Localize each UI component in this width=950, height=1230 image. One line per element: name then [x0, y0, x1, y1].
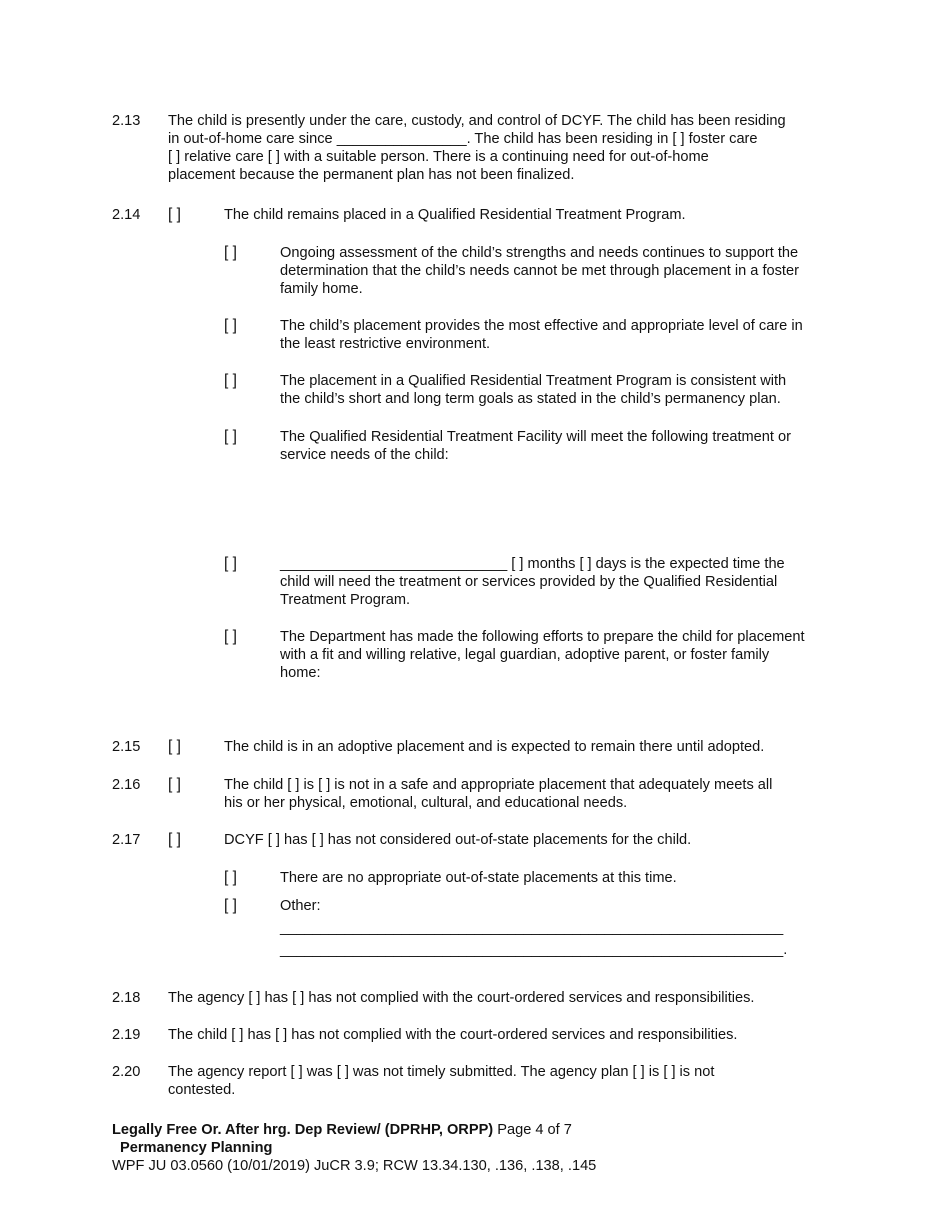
checkbox[interactable]: [ ] — [224, 555, 237, 572]
section-text: The child is presently under the care, custody, and control of DCYF. The child has been residing in out-of-home care since ________________. The child has been residing in [ ] foster care [ ] relative care [ ] with a suitable person. There is a continuing need for out-of-home placement because the permanent plan has not been finalized. — [168, 113, 786, 183]
checkbox[interactable]: [ ] — [168, 206, 181, 223]
subitem-department-efforts: [ ] The Department has made the following efforts to prepare the child for placement with a fit and willing relative, legal guardian, adoptive parent, or foster family home: — [224, 628, 805, 681]
section-text: The agency [ ] has [ ] has not complied with the court-ordered services and responsibilities. — [168, 990, 755, 1006]
subitem-treatment-needs: [ ] The Qualified Residential Treatment Facility will meet the following treatment or service needs of the child: — [224, 428, 792, 463]
checkbox[interactable]: [ ] — [168, 776, 181, 793]
subitem-placement-effective: [ ] The child’s placement provides the most effective and appropriate level of care in the least restrictive environment. — [224, 317, 803, 352]
footer-title: Legally Free Or. After hrg. Dep Review/ (DPRHP, ORPP) — [112, 1122, 494, 1138]
checkbox[interactable]: [ ] — [168, 738, 181, 755]
checkbox[interactable]: [ ] — [224, 317, 237, 334]
subitem-other: [ ] Other: ______________________________________________________________ ______________________________________________________________. — [112, 897, 842, 963]
checkbox[interactable]: [ ] — [224, 372, 237, 389]
section-2-20 — [112, 1063, 842, 1101]
section-number: 2.17 — [112, 832, 141, 848]
section-text: DCYF [ ] has [ ] has not considered out-of-state placements for the child. — [224, 832, 692, 848]
checkbox[interactable]: [ ] — [224, 897, 237, 914]
section-2-13 — [112, 112, 842, 186]
other-line-2[interactable]: ______________________________________________________________. — [280, 942, 788, 958]
subitem-no-out-of-state: [ ] There are no appropriate out-of-state placements at this time. — [224, 869, 677, 886]
subitem-ongoing-assessment: [ ] Ongoing assessment of the child’s strengths and needs continues to support the determination that the child’s needs cannot be met through placement in a foster family home. — [224, 244, 799, 297]
section-number: 2.19 — [112, 1027, 141, 1043]
checkbox[interactable]: [ ] — [224, 244, 237, 261]
footer-subtitle: Permanency Planning — [120, 1140, 273, 1156]
page-footer — [112, 1121, 712, 1175]
page-number: Page 4 of 7 — [497, 1122, 572, 1138]
checkbox[interactable]: [ ] — [224, 869, 237, 886]
other-line-1[interactable]: ______________________________________________________________ — [280, 920, 784, 936]
checkbox[interactable]: [ ] — [224, 428, 237, 445]
section-number: 2.15 — [112, 739, 141, 755]
section-text: The child [ ] has [ ] has not complied with the court-ordered services and responsibilities. — [168, 1027, 738, 1043]
section-text: The child is in an adoptive placement and is expected to remain there until adopted. — [224, 739, 765, 755]
section-2-19 — [112, 1026, 842, 1046]
section-text: The agency report [ ] was [ ] was not timely submitted. The agency plan [ ] is [ ] is not contested. — [168, 1064, 715, 1098]
checkbox[interactable]: [ ] — [224, 628, 237, 645]
section-2-17 — [112, 831, 842, 851]
section-2-15 — [112, 738, 842, 758]
section-2-18 — [112, 989, 842, 1009]
section-text: The child remains placed in a Qualified Residential Treatment Program. — [224, 207, 686, 223]
section-text: The child [ ] is [ ] is not in a safe and appropriate placement that adequately meets all his or her physical, emotional, cultural, and educational needs. — [224, 777, 773, 811]
subitem-expected-time: [ ] ____________________________ [ ] months [ ] days is the expected time the child will need the treatment or services provided by the Qualified Residential Treatment Program. — [224, 555, 785, 608]
section-2-14 — [112, 206, 842, 226]
checkbox[interactable]: [ ] — [168, 831, 181, 848]
section-number: 2.20 — [112, 1064, 141, 1080]
section-number: 2.13 — [112, 113, 141, 129]
section-number: 2.14 — [112, 207, 141, 223]
form-code: WPF JU 03.0560 (10/01/2019) JuCR 3.9; RCW 13.34.130, .136, .138, .145 — [112, 1158, 597, 1174]
subitem-placement-consistent: [ ] The placement in a Qualified Residential Treatment Program is consistent with the child’s short and long term goals as stated in the child’s permanency plan. — [224, 372, 787, 407]
section-number: 2.18 — [112, 990, 141, 1006]
section-number: 2.16 — [112, 777, 141, 793]
section-2-16 — [112, 776, 842, 814]
